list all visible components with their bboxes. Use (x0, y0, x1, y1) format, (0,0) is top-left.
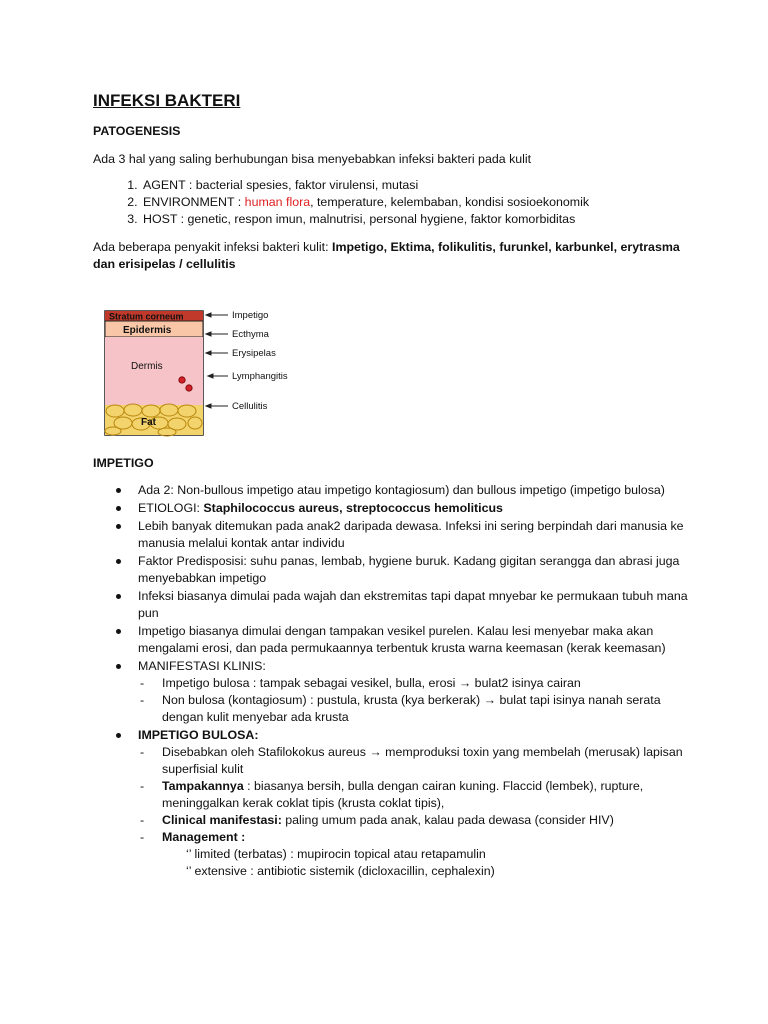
manifestasi-sublist (138, 675, 693, 726)
red-dot (186, 385, 192, 391)
label-lymphangitis: Lymphangitis (232, 371, 288, 382)
list-item-agent: 1. AGENT : bacterial spesies, faktor virulensi, mutasi (141, 177, 693, 194)
etiologi-label: ETIOLOGI: (138, 501, 204, 515)
list-item-environment (141, 194, 693, 211)
label-erysipelas: Erysipelas (232, 348, 276, 359)
tampakan-text: : biasanya bersih, bulla dengan cairan kuning. Flaccid (lembek), rupture, meninggalkan kerak coklat tipis (krusta coklat tipis), (162, 779, 644, 810)
sub-item: - Disebabkan oleh Stafilokokus aureus → memproduksi toxin yang membelah (merusak) lapisan superfisial kulit (138, 744, 693, 778)
bullet-item-manifestasi (93, 658, 693, 726)
bullet-item-impetigo-bulosa (93, 727, 693, 880)
layer-label-stratum-corneum: Stratum corneum (109, 311, 184, 322)
sub-item: - Impetigo bulosa : tampak sebagai vesikel, bulla, erosi → bulat2 isinya cairan (138, 675, 693, 692)
clinical-label: Clinical manifestasi: (162, 813, 282, 827)
disease-list-paragraph (93, 239, 693, 273)
impetigo-bullet-list (93, 482, 693, 880)
management-limited: ‘’ limited (terbatas) : mupirocin topical atau retapamulin (186, 847, 486, 861)
management-label: Management : (162, 830, 246, 844)
highlight-human-flora: human flora (244, 195, 311, 209)
environment-rest: , temperature, kelembaban, kondisi sosioekonomik (310, 195, 590, 209)
document-page (93, 90, 693, 881)
red-dot (179, 377, 185, 383)
sub-item-clinical (138, 812, 693, 829)
label-cellulitis: Cellulitis (232, 401, 268, 412)
label-impetigo: Impetigo (232, 310, 269, 321)
manifestasi-heading: MANIFESTASI KLINIS: (138, 659, 266, 673)
disease-names: Impetigo, Ektima, folikulitis, furunkel, karbunkel, erytrasma dan erisipelas / cellulitis (93, 240, 680, 271)
bullet-item: Impetigo biasanya dimulai dengan tampakan vesikel purelen. Kalau lesi menyebar maka akan mengalami erosi, dan pada permukaannya terbentuk krusta warna keemasan (kerak keemasan) (93, 623, 693, 657)
tampakan-label: Tampakannya (162, 779, 244, 793)
disease-intro: Ada beberapa penyakit infeksi bakteri kulit: (93, 240, 333, 254)
bullet-item: Infeksi biasanya dimulai pada wajah dan ekstremitas tapi dapat mnyebar ke permukaan tubuh mana pun (93, 588, 693, 622)
patogenesis-list (93, 177, 693, 228)
layer-label-epidermis: Epidermis (123, 325, 172, 336)
layer-label-fat: Fat (141, 417, 156, 428)
sub-item-tampakan (138, 778, 693, 812)
bullet-item: Lebih banyak ditemukan pada anak2 daripada dewasa. Infeksi ini sering berpindah dari manusia ke manusia melalui kontak antar individu (93, 518, 693, 552)
arrows (206, 313, 228, 408)
bullet-item: Faktor Predisposisi: suhu panas, lembab, hygiene buruk. Kadang gigitan serangga dan abrasi juga menyebabkan impetigo (93, 553, 693, 587)
document-title: INFEKSI BAKTERI (93, 91, 241, 110)
section-heading-patogenesis: PATOGENESIS (93, 124, 181, 138)
environment-label: ENVIRONMENT : (143, 195, 245, 209)
layer-label-dermis: Dermis (131, 361, 163, 372)
clinical-text: paling umum pada anak, kalau pada dewasa (consider HIV) (281, 813, 614, 827)
section-heading-impetigo: IMPETIGO (93, 456, 154, 470)
skin-layers-diagram (103, 309, 323, 441)
etiologi-value: Staphilococcus aureus, streptococcus hemoliticus (203, 501, 503, 515)
sub-item-management (138, 829, 693, 880)
patogenesis-intro: Ada 3 hal yang saling berhubungan bisa menyebabkan infeksi bakteri pada kulit (93, 152, 532, 166)
impetigo-bulosa-sublist (138, 744, 693, 880)
skin-layers-svg (103, 309, 323, 441)
management-extensive: ‘’ extensive : antibiotic sistemik (dicloxacillin, cephalexin) (186, 864, 495, 878)
bullet-item-etiologi (93, 500, 693, 517)
bullet-item: Ada 2: Non-bullous impetigo atau impetigo kontagiosum) dan bullous impetigo (impetigo bulosa) (93, 482, 693, 499)
list-item-host: 3. HOST : genetic, respon imun, malnutrisi, personal hygiene, faktor komorbiditas (141, 211, 693, 228)
label-ecthyma: Ecthyma (232, 329, 269, 340)
impetigo-bulosa-heading: IMPETIGO BULOSA: (138, 728, 259, 742)
sub-item: - Non bulosa (kontagiosum) : pustula, krusta (kya berkerak) → bulat tapi isinya nanah serata dengan kulit menyebar ada krusta (138, 692, 693, 726)
